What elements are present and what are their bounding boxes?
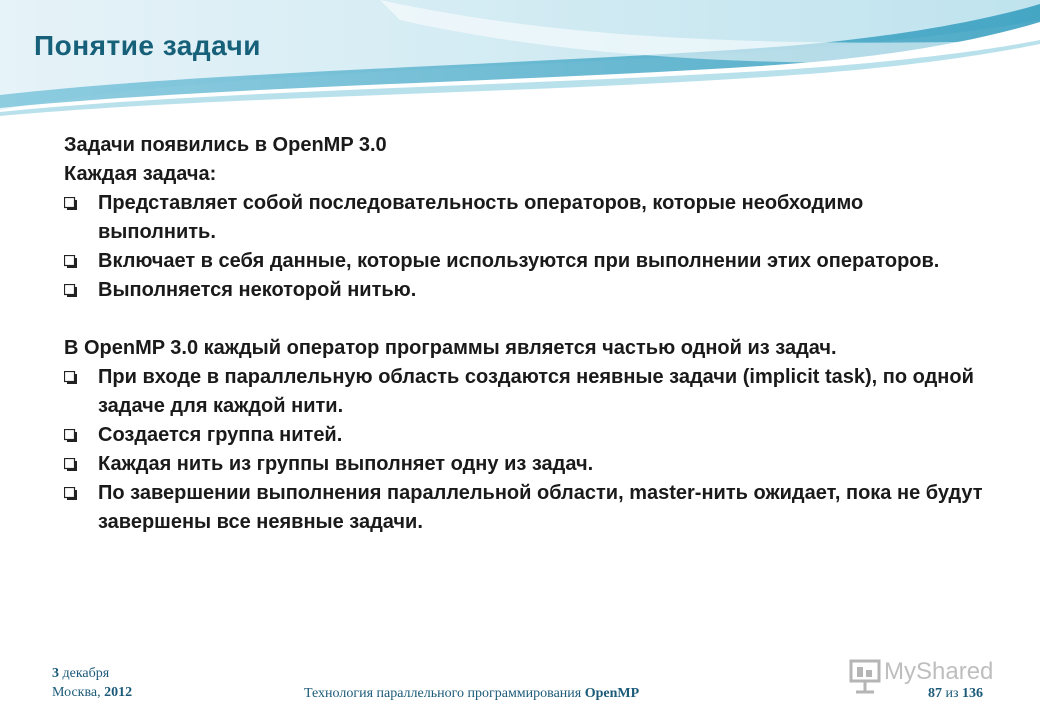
checkbox-bullet-icon xyxy=(64,429,77,442)
list-item xyxy=(64,276,984,305)
checkbox-bullet-icon xyxy=(64,371,77,384)
footer-date: 3 декабря Москва, 2012 xyxy=(52,666,133,700)
footer-day: 3 xyxy=(52,666,59,681)
paragraph-openmp-tasks: В OpenMP 3.0 каждый оператор программы является частью одной из задач. xyxy=(64,337,837,359)
footer-course xyxy=(304,686,639,702)
checkbox-bullet-icon xyxy=(64,255,77,268)
list-item xyxy=(64,247,984,276)
watermark-logo xyxy=(848,656,1008,696)
paragraph-intro: Задачи появились в OpenMP 3.0 xyxy=(64,134,387,156)
footer-course-prefix: Технология параллельного программирования xyxy=(304,686,582,701)
page-total: 136 xyxy=(962,686,984,701)
footer-city: Москва xyxy=(52,685,98,700)
bullet-text: Представляет собой последовательность операторов, которые необходимо выполнить. xyxy=(98,192,864,243)
header-swoosh xyxy=(0,0,1040,140)
list-item xyxy=(64,479,984,537)
bullet-text: Включает в себя данные, которые используются при выполнении этих операторов. xyxy=(98,250,940,272)
checkbox-bullet-icon xyxy=(64,487,77,500)
checkbox-bullet-icon xyxy=(64,197,77,210)
list-item xyxy=(64,450,984,479)
footer-course-name: OpenMP xyxy=(584,686,640,701)
footer-month: декабря xyxy=(62,666,110,681)
page-current: 87 xyxy=(928,686,942,701)
bullet-text: По завершении выполнения параллельной области, master-нить ожидает, пока не будут завершены все неявные задачи. xyxy=(98,482,983,533)
footer-year: 2012 xyxy=(104,685,133,700)
slide-body xyxy=(64,131,984,537)
list-item xyxy=(64,189,984,247)
bullet-text: Выполняется некоторой нитью. xyxy=(98,279,417,301)
slide-title: Понятие задачи xyxy=(34,30,261,61)
page-separator: из xyxy=(945,686,959,701)
bullet-text: При входе в параллельную область создаются неявные задачи (implicit task), по одной задаче для каждой нити. xyxy=(98,366,974,417)
watermark-text: MyShared xyxy=(884,658,994,685)
list-item xyxy=(64,421,984,450)
presentation-board-icon xyxy=(848,658,882,694)
paragraph-each-task: Каждая задача: xyxy=(64,163,217,185)
list-item xyxy=(64,363,984,421)
bullet-text: Каждая нить из группы выполняет одну из задач. xyxy=(98,453,594,475)
bullet-text: Создается группа нитей. xyxy=(98,424,343,446)
checkbox-bullet-icon xyxy=(64,284,77,297)
checkbox-bullet-icon xyxy=(64,458,77,471)
